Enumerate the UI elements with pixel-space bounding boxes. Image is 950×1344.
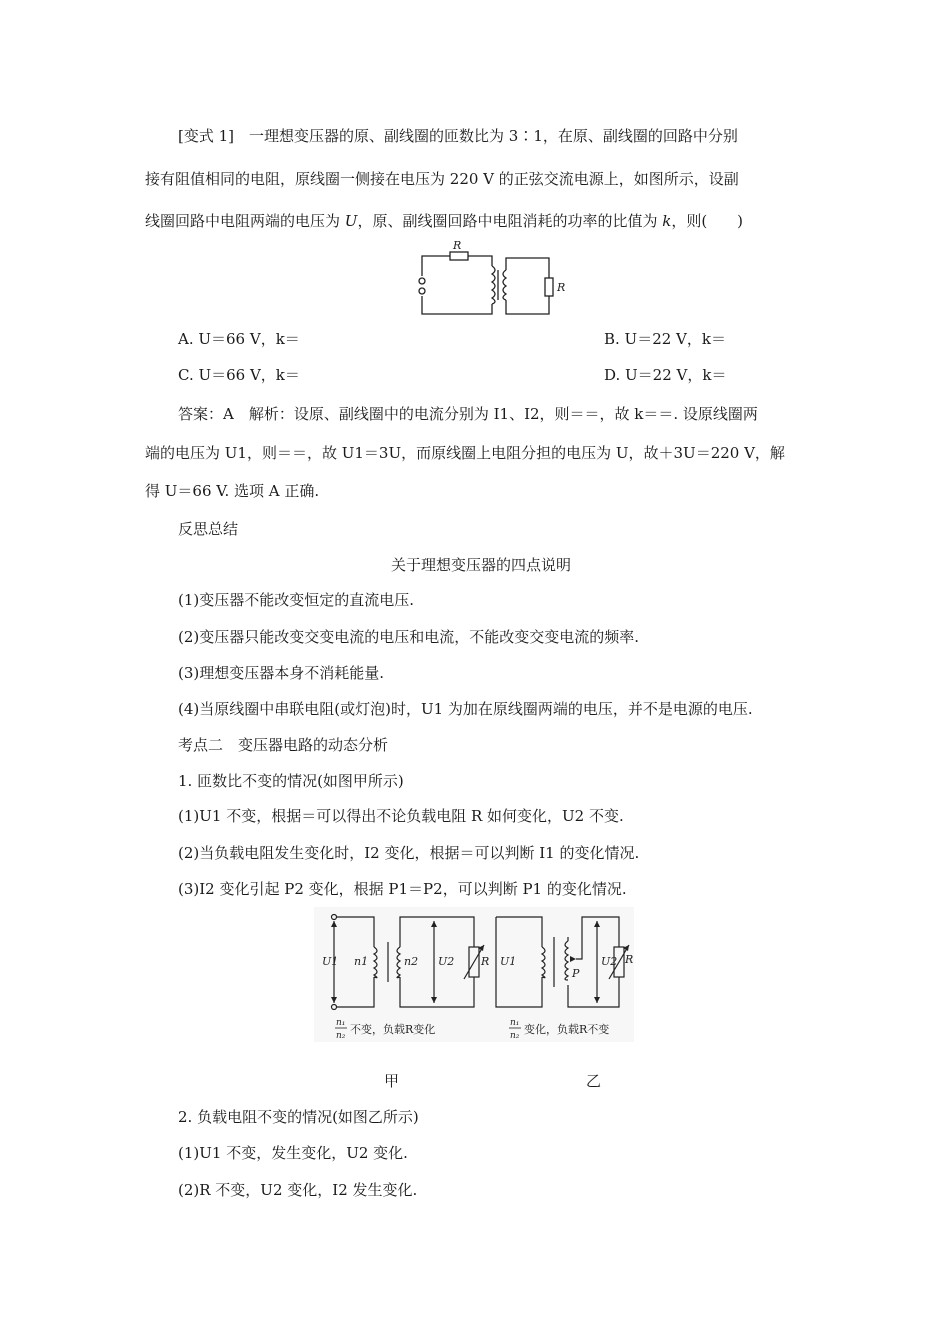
var-k: k bbox=[662, 212, 672, 230]
fig2-U1-left: U1 bbox=[322, 955, 339, 968]
reflection-point-3: (3)理想变压器本身不消耗能量. bbox=[178, 664, 385, 682]
svg-text:n₁: n₁ bbox=[336, 1018, 346, 1028]
problem-line-3-a: 线圈回路中电阻两端的电压为 bbox=[145, 212, 345, 230]
label-R-top: R bbox=[453, 240, 462, 252]
option-c: C. U＝66 V，k＝ bbox=[178, 366, 300, 384]
svg-text:变化，负载R不变: 变化，负载R不变 bbox=[524, 1023, 610, 1036]
case-2-title: 2. 负载电阻不变的情况(如图乙所示) bbox=[178, 1108, 419, 1126]
svg-text:n₂: n₂ bbox=[510, 1031, 520, 1041]
svg-text:不变，负载R变化: 不变，负载R变化 bbox=[350, 1023, 436, 1036]
fig2-P-label: P bbox=[572, 967, 580, 980]
reflection-point-4: (4)当原线圈中串联电阻(或灯泡)时，U1 为加在原线圈两端的电压，并不是电源的电压. bbox=[178, 700, 753, 718]
case-2-point-2: (2)R 不变，U2 变化，I2 发生变化. bbox=[178, 1181, 418, 1199]
section-2-title: 考点二 变压器电路的动态分析 bbox=[178, 736, 389, 754]
answer-line-1: 答案：A 解析：设原、副线圈中的电流分别为 I1、I2，则＝＝，故 k＝＝. 设原线圈两 bbox=[178, 405, 758, 423]
svg-text:n₂: n₂ bbox=[336, 1031, 346, 1041]
fig2-n1-left: n1 bbox=[354, 955, 369, 968]
fig2-R-left: R bbox=[481, 955, 490, 968]
problem-line-1: [变式 1] 一理想变压器的原、副线圈的匝数比为 3∶1，在原、副线圈的回路中分别 bbox=[178, 127, 738, 145]
reflection-heading: 反思总结 bbox=[178, 520, 239, 538]
fig2-R-right: R bbox=[625, 953, 634, 966]
svg-text:n₁: n₁ bbox=[510, 1018, 520, 1028]
label-R-right: R bbox=[557, 281, 566, 294]
case-1-title: 1. 匝数比不变的情况(如图甲所示) bbox=[178, 772, 404, 790]
dynamic-analysis-figure bbox=[314, 907, 634, 1042]
fig2-U2-left: U2 bbox=[438, 955, 455, 968]
case-1-point-2: (2)当负载电阻发生变化时，I2 变化，根据＝可以判断 I1 的变化情况. bbox=[178, 844, 640, 862]
reflection-point-1: (1)变压器不能改变恒定的直流电压. bbox=[178, 591, 415, 609]
option-a: A. U＝66 V，k＝ bbox=[178, 330, 300, 348]
option-d: D. U＝22 V，k＝ bbox=[604, 366, 727, 384]
option-b: B. U＝22 V，k＝ bbox=[604, 330, 726, 348]
case-1-point-1: (1)U1 不变，根据＝可以得出不论负载电阻 R 如何变化，U2 不变. bbox=[178, 807, 624, 825]
resistor-primary bbox=[450, 252, 468, 260]
fig2-n2-left: n2 bbox=[404, 955, 419, 968]
reflection-subtitle: 关于理想变压器的四点说明 bbox=[391, 556, 572, 574]
figure-label-yi: 乙 bbox=[586, 1072, 602, 1090]
figure-label-jia: 甲 bbox=[384, 1072, 400, 1090]
answer-line-2: 端的电压为 U1，则＝＝，故 U1＝3U，而原线圈上电阻分担的电压为 U，故＋3U＝220 V，解 bbox=[145, 444, 785, 462]
problem-line-3-c: ，则( ) bbox=[671, 212, 744, 230]
case-2-point-1: (1)U1 不变，发生变化，U2 变化. bbox=[178, 1144, 408, 1162]
problem-line-3 bbox=[145, 211, 743, 231]
resistor-secondary bbox=[545, 278, 553, 296]
transformer-circuit-figure bbox=[408, 240, 568, 322]
fig2-U2-right: U2 bbox=[601, 955, 618, 968]
case-1-point-3: (3)I2 变化引起 P2 变化，根据 P1＝P2，可以判断 P1 的变化情况. bbox=[178, 880, 627, 898]
reflection-point-2: (2)变压器只能改变交变电流的电压和电流，不能改变交变电流的频率. bbox=[178, 628, 640, 646]
answer-line-3: 得 U＝66 V. 选项 A 正确. bbox=[145, 482, 320, 500]
var-U: U bbox=[344, 212, 358, 230]
problem-line-2: 接有阻值相同的电阻，原线圈一侧接在电压为 220 V 的正弦交流电源上，如图所示，设副 bbox=[145, 170, 739, 188]
problem-line-3-b: ，原、副线圈回路中电阻消耗的功率的比值为 bbox=[357, 212, 663, 230]
fig2-U1-right: U1 bbox=[500, 955, 517, 968]
